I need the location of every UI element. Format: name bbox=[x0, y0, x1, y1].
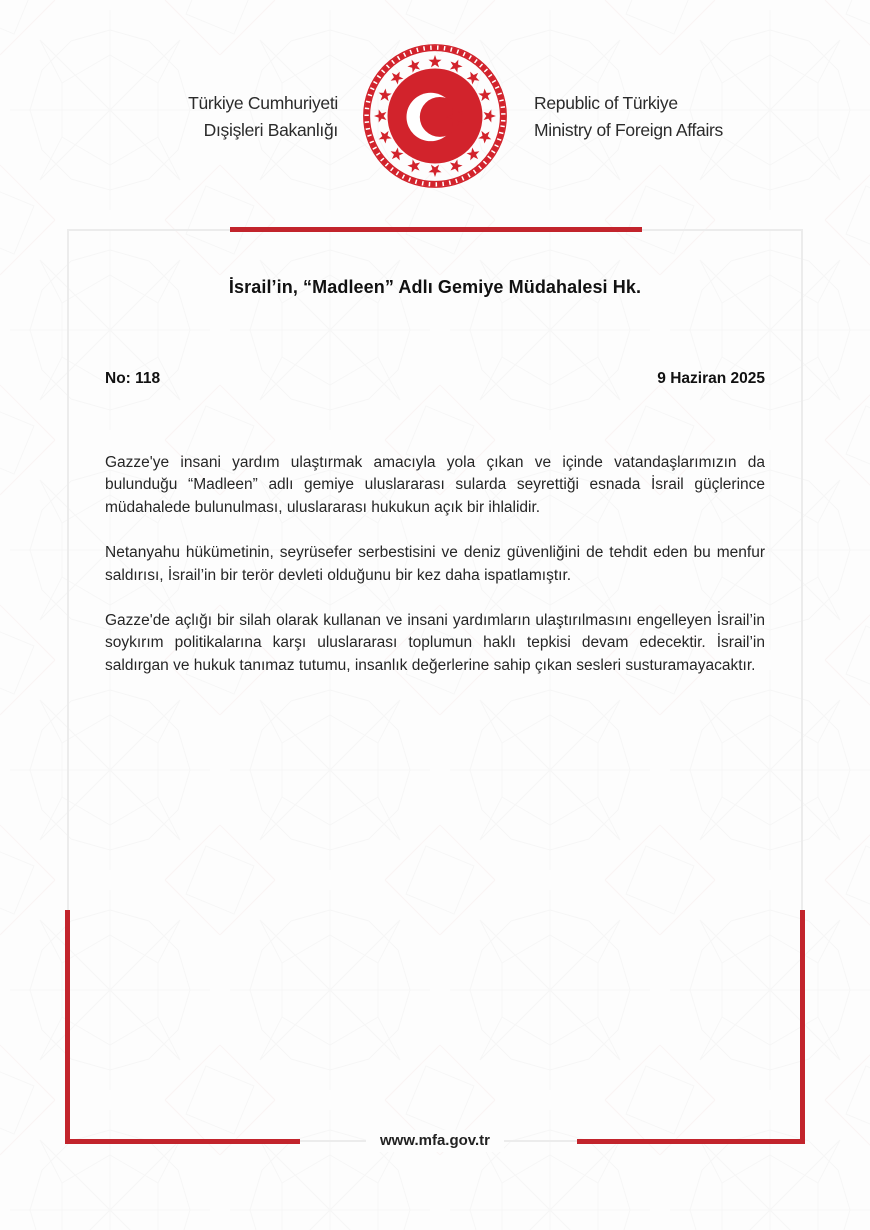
org-name-english bbox=[534, 90, 864, 144]
document-title: İsrail’in, “Madleen” Adlı Gemiye Müdahalesi Hk. bbox=[228, 277, 642, 297]
org-name-turkish bbox=[0, 90, 338, 144]
document-date: 9 Haziran 2025 bbox=[657, 370, 765, 387]
frame-accent-right bbox=[800, 910, 805, 1144]
body-paragraph: Gazze'ye insani yardım ulaştırmak amacıyla yola çıkan ve içinde vatandaşlarımızın da bulunduğu “Madleen” adlı gemiye uluslararası sularda seyrettiği esnada İsrail güçlerince müdahalede bulunulması, uluslararası hukukun açık bir ihlalidir. bbox=[105, 454, 765, 516]
ministry-emblem-logo bbox=[359, 40, 511, 192]
org-name-english-line2: Ministry of Foreign Affairs bbox=[534, 120, 724, 140]
frame-accent-top bbox=[230, 227, 642, 232]
body-paragraph: Gazze'de açlığı bir silah olarak kullanan ve insani yardımların ulaştırılmasını engelleyen İsrail’in soykırım politikalarına karşı uluslararası toplumun haklı tepkisi devam edecektir. İsrail’in saldırgan ve hukuk tanımaz tutumu, insanlık değerlerine sahip çıkan sesleri susturamayacaktır. bbox=[105, 612, 765, 674]
document-body bbox=[105, 452, 765, 700]
frame-accent-bottom-right bbox=[577, 1139, 805, 1144]
document-number: No: 118 bbox=[105, 370, 161, 387]
org-name-turkish-line2: Dışişleri Bakanlığı bbox=[203, 120, 338, 140]
frame-accent-bottom-left bbox=[65, 1139, 300, 1144]
footer-website-link[interactable]: www.mfa.gov.tr bbox=[366, 1130, 504, 1152]
org-name-english-line1: Republic of Türkiye bbox=[534, 93, 678, 113]
crescent-and-star-icon bbox=[388, 69, 483, 164]
org-name-turkish-line1: Türkiye Cumhuriyeti bbox=[188, 93, 338, 113]
frame-accent-left bbox=[65, 910, 70, 1144]
document-meta-row bbox=[105, 370, 765, 388]
body-paragraph: Netanyahu hükümetinin, seyrüsefer serbestisini ve deniz güvenliğini de tehdit eden bu menfur saldırısı, İsrail’in bir terör devleti olduğunu bir kez daha ispatlamıştır. bbox=[105, 544, 765, 584]
